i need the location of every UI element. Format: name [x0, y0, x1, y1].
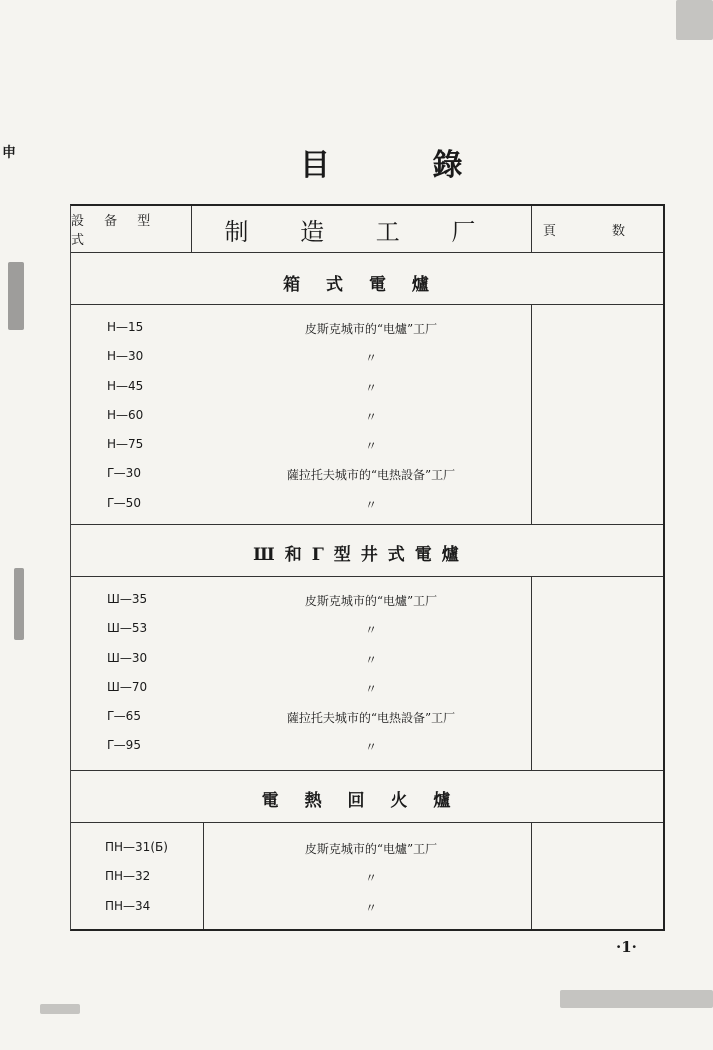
- table-row: [71, 703, 663, 732]
- model-cell: Ш—70: [107, 679, 148, 694]
- margin-mark: 申: [2, 145, 16, 161]
- table-row: [71, 460, 663, 489]
- model-cell: Γ—95: [107, 738, 141, 753]
- section-title: Ш和Γ型井式電爐: [253, 545, 469, 565]
- factory-cell: 皮斯克城市的“电爐”工厂: [304, 842, 438, 856]
- table-row: [71, 893, 663, 922]
- model-cell: Γ—65: [107, 709, 141, 724]
- model-cell: Ш—35: [107, 592, 148, 606]
- factory-cell: 〃: [364, 681, 377, 696]
- scan-smudge: [14, 568, 24, 640]
- divider: [71, 770, 663, 771]
- factory-cell: 皮斯克城市的“电爐”工厂: [304, 594, 438, 608]
- divider: [71, 524, 663, 525]
- divider: [191, 206, 192, 252]
- divider: [71, 252, 663, 253]
- model-cell: H—15: [107, 320, 144, 334]
- factory-cell: 〃: [364, 409, 377, 424]
- page-title: 目 錄: [300, 148, 509, 183]
- section-rows: [71, 586, 663, 762]
- divider: [531, 206, 532, 252]
- table-row: [71, 314, 663, 343]
- scan-smudge: [676, 0, 713, 40]
- contents-table: [70, 204, 665, 931]
- factory-cell: 薩拉托夫城市的“电热設备”工厂: [286, 711, 456, 726]
- section-title: 箱 式 電 爐: [283, 275, 439, 295]
- divider: [71, 576, 663, 577]
- model-cell: H—45: [107, 378, 144, 393]
- model-cell: H—60: [107, 407, 144, 422]
- table-row: [71, 834, 663, 863]
- model-cell: ПН—31(Б): [105, 840, 168, 854]
- table-row: [71, 674, 663, 703]
- table-row: [71, 645, 663, 674]
- model-cell: Ш—30: [107, 650, 148, 665]
- factory-cell: 薩拉托夫城市的“电热設备”工厂: [286, 468, 456, 483]
- table-row: [71, 343, 663, 372]
- scan-smudge: [8, 262, 24, 330]
- table-row: [71, 402, 663, 431]
- section-rows: [71, 834, 663, 922]
- model-cell: Γ—50: [107, 495, 141, 510]
- model-cell: H—30: [107, 349, 144, 364]
- factory-cell: 〃: [364, 439, 377, 454]
- scan-smudge: [40, 1004, 80, 1014]
- model-cell: ПН—32: [105, 869, 151, 884]
- table-row: [71, 615, 663, 644]
- model-cell: H—75: [107, 437, 144, 452]
- factory-cell: 皮斯克城市的“电爐”工厂: [304, 322, 438, 336]
- table-row: [71, 373, 663, 402]
- factory-cell: 〃: [364, 351, 377, 366]
- divider: [71, 822, 663, 823]
- table-row: [71, 586, 663, 615]
- factory-cell: 〃: [364, 740, 377, 755]
- table-row: [71, 732, 663, 761]
- factory-cell: 〃: [364, 652, 377, 667]
- factory-cell: 〃: [364, 623, 377, 638]
- section-title: 電 熱 回 火 爐: [261, 791, 461, 811]
- factory-cell: 〃: [364, 900, 377, 915]
- model-cell: Γ—30: [107, 466, 141, 481]
- section-rows: [71, 314, 663, 519]
- header-factory: 制 造 工 厂: [224, 217, 498, 246]
- factory-cell: 〃: [364, 497, 377, 512]
- model-cell: Ш—53: [107, 621, 148, 636]
- page-number: ·1·: [616, 938, 637, 956]
- factory-cell: 〃: [364, 380, 377, 395]
- table-row: [71, 863, 663, 892]
- model-cell: ПН—34: [105, 898, 151, 913]
- table-row: [71, 431, 663, 460]
- divider: [71, 304, 663, 305]
- scan-smudge: [560, 990, 713, 1008]
- factory-cell: 〃: [364, 871, 377, 886]
- table-row: [71, 490, 663, 519]
- header-model: 設 备 型 式: [71, 214, 159, 248]
- header-pages: 頁 数: [542, 223, 652, 239]
